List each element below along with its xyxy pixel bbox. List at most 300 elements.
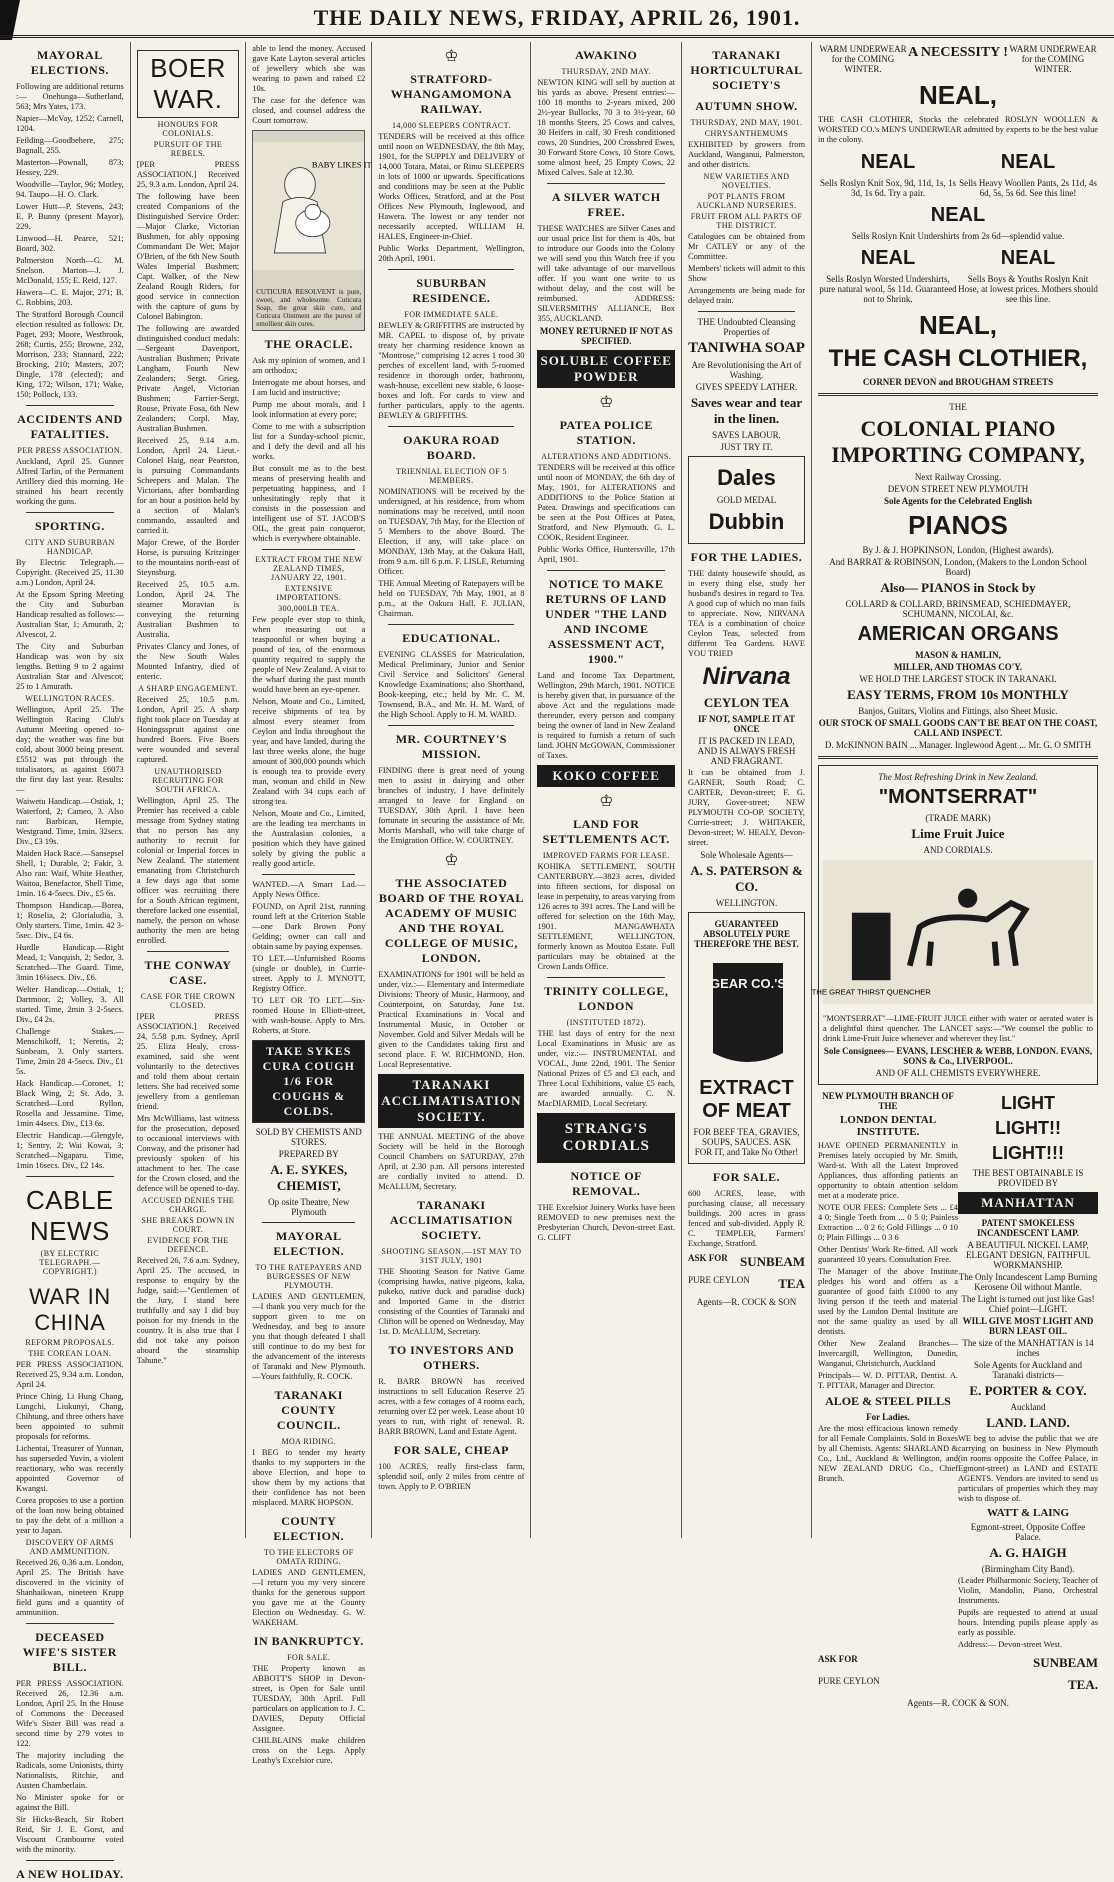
article-text: THE Annual Meeting of Ratepayers will be held on TUESDAY, 7th May, 1901, at 8 p.m., at the Oakura Hall. F. JULIAN, Chairman. bbox=[378, 579, 525, 618]
haigh-text: Pupils are requested to attend at usual hours. Intending pupils please apply as early as possible. bbox=[958, 1608, 1098, 1637]
article-text: Electric Handicap.—Glengyle, 1; Sentry, 2; Wai Kowai, 3; Scratched—Ngaparu. Time, 1min 16secs. Div., £2 14s. bbox=[16, 1131, 124, 1170]
article-text: Come to me with a subscription list for a Sunday-school picnic, and I defy the devil and all his works. bbox=[252, 422, 366, 461]
montserrat-text: Lime Fruit Juice bbox=[911, 826, 1005, 841]
neal-warm-underwear: WARM UNDERWEAR for the COMING WINTER. bbox=[1009, 44, 1097, 74]
subhead: DISCOVERY OF ARMS AND AMMUNITION. bbox=[25, 1538, 115, 1556]
article-text: I BEG to tender my hearty thanks to my supporters in the above Election, and hope to show them by my actions that their confidence has not been misplaced. MARK HOPSON. bbox=[252, 1448, 366, 1507]
headline-for-sale-cheap: FOR SALE, CHEAP bbox=[393, 1443, 509, 1457]
subhead: TO THE RATEPAYERS AND BURGESSES OF NEW PLYMOUTH. bbox=[255, 1263, 362, 1290]
subhead: IMPROVED FARMS FOR LEASE. bbox=[542, 851, 670, 860]
subhead: TO THE ELECTORS OF OMATA RIDING. bbox=[263, 1548, 354, 1566]
article-text: Corea proposes to use a portion of the loan now being obtained to pay the debt of a million a year to Japan. bbox=[16, 1496, 124, 1535]
article-text: able to lend the money. Accused gave Kate Layton several articles of jewellery which she was wearing to pawn and raised £2 10s. bbox=[252, 44, 366, 93]
headline-the-oracle: THE ORACLE. bbox=[264, 337, 353, 351]
light-text: Auckland bbox=[1010, 1402, 1046, 1412]
article-text: The following have been created Companions of the Distinguished Service Order:—Major Clarke, Victorian Bushmen, for ably opposing Commandant De Wet; Major O'Brien, of the 6th New South Wales Imperial Bushmen; Capt. Walker, of the New Zealand Rough Riders, for good service in connection with the capture of guns by Colonel Babington. bbox=[136, 192, 240, 321]
montserrat-title: "MONTSERRAT" bbox=[878, 786, 1038, 808]
divider bbox=[818, 393, 1098, 396]
dales-gold-medal: GOLD MEDAL bbox=[716, 495, 777, 505]
headline-boer-war: BOER WAR. bbox=[137, 50, 240, 118]
sunbeam-advert bbox=[818, 1652, 1098, 1674]
cuticura-advert bbox=[252, 130, 372, 331]
divider bbox=[388, 624, 514, 625]
headline-accidents: ACCIDENTS AND FATALITIES. bbox=[17, 412, 123, 441]
divider bbox=[26, 405, 114, 406]
article-text: No Minister spoke for or against the Bill. bbox=[16, 1793, 124, 1812]
easy-terms: EASY TERMS, FROM 10s MONTHLY bbox=[847, 687, 1069, 702]
article-text: Public Works Department, Wellington, 20th April, 1901. bbox=[378, 244, 525, 263]
sunbeam-tea: TEA. bbox=[1068, 1677, 1098, 1692]
headline-for-the-ladies: FOR THE LADIES. bbox=[690, 550, 803, 564]
baby-caption: BABY LIKES IT bbox=[312, 159, 372, 170]
neal-title: NEAL, bbox=[919, 310, 997, 340]
headline-educational: EDUCATIONAL. bbox=[402, 631, 501, 645]
article-text: [PER PRESS ASSOCIATION.] Received 25, 9.3 a.m. London, April 24. bbox=[136, 160, 240, 189]
piano-text: D. McKINNON BAIN ... Manager. Inglewood Agent ... Mr. G. O SMITH bbox=[824, 740, 1092, 750]
sykes-cough-advert: TAKE SYKES CURA COUGH 1/6 FOR COUGHS & COLDS. bbox=[252, 1040, 365, 1123]
subhead: CITY AND SUBURBAN HANDICAP. bbox=[25, 538, 115, 556]
bottom-ads-row bbox=[818, 1089, 1098, 1652]
headline-autumn-show: AUTUMN SHOW. bbox=[695, 99, 798, 113]
article-text: Masterton—Pownall, 873; Hessey, 229. bbox=[16, 158, 124, 177]
headline-new-holiday: A NEW HOLIDAY. bbox=[16, 1867, 124, 1881]
sunbeam-ask: ASK FOR bbox=[688, 1253, 728, 1263]
article-text: At the Epsom Spring Meeting the City and Suburban Handicap resulted as follows:— Australian Star, 1; Amurath, 2; Alvescot, 2. bbox=[16, 590, 124, 639]
headline-conway-case: THE CONWAY CASE. bbox=[144, 958, 232, 987]
article-text: Land and Income Tax Department, Wellington, 29th March, 1901. NOTICE is hereby given that, in pursuance of the above Act and the regulations made thereunder, every person and company being the owner of land in New Zealand is required to furnish a return of such land. JOHN McGOWAN, Commissioner of Taxes. bbox=[537, 671, 675, 760]
subhead: SHOOTING SEASON.—1ST MAY TO 31ST JULY, 1901 bbox=[381, 1247, 522, 1265]
dales-title: Dales bbox=[717, 465, 776, 490]
article-text: [PER PRESS ASSOCIATION.] Received 24, 5.58 p.m. Sydney, April 25. Eliza Healy, cross-examined, said she went voluntarily to the detectives and told them about certain letters. She had received some jewellery from a gentleman friend. bbox=[136, 1012, 240, 1111]
article-text: The following are awarded distinguished conduct medals:—Sergeant Davenport, Australian Bushmen; Private Langham, Fourth New Zealanders; Sergt. Grieg, Private Angel, Victorian Bushmen; Farrier-Sergt. Rouse, Private Fosa, 6th New Zealanders; Corpl. May, Australian Bushmen. bbox=[136, 324, 240, 433]
article-text: Public Works Office, Huntersville, 17th April, 1901. bbox=[537, 545, 675, 564]
article-text: R. BARR BROWN has received instructions to sell Education Reserve 25 acres, with a few cottages of 4 rooms each, returning over £2 per week. Lease about 10 years to run, with right of renewal. R. BARR BROWN, Land and Estate Agent. bbox=[378, 1377, 525, 1436]
article-text: By Electric Telegraph.—Copyright. (Received 25, 11.30 a.m.) London, April 24. bbox=[16, 558, 124, 587]
advert-text: Op osite Theatre, New Plymouth bbox=[268, 1197, 350, 1217]
divider bbox=[147, 951, 230, 952]
article-text: Prince Ching, Li Hung Chang, Lungchi, Liukunyi, Chang, Chihtung, and three others have been appointed to submit proposals for reforms. bbox=[16, 1392, 124, 1441]
neal-block bbox=[818, 243, 958, 306]
advert-text: PREPARED BY bbox=[278, 1149, 339, 1159]
dental-text: The Manager of the above Institute pledges his word and offers as a guarantee of good faith £1000 to any living person if the teeth and material used by the London Dental Institute are not the same quality as used by all dentists. bbox=[818, 1267, 958, 1336]
article-text: The Stratford Borough Council election resulted as follows: Dr. Paget, 293; Moore, Westbrook, 268; Curtis, 255; Browne, 232, Morrison, 233; Stannard, 222; Brocking, 210; Masters, 207; Dingle, 178 (elected); and King, 172; Wilson, 171; Wake, 150; Pollock, 133. bbox=[16, 310, 124, 399]
banner-advert: TARANAKI ACCLIMATISATION SOCIETY. bbox=[378, 1074, 524, 1128]
headline-county-election: COUNTY ELECTION. bbox=[273, 1514, 345, 1543]
paterson-name: A. S. PATERSON & CO. bbox=[690, 863, 803, 894]
divider bbox=[547, 570, 665, 571]
article-text: Challenge Stakes.—Menschikoff, 1; Neretis, 2; Sunbeam, 3. Only starters. Time, 2min 28 4-5secs. Div., £1 5s. bbox=[16, 1027, 124, 1076]
cash-clothier-title: THE CASH CLOTHIER, bbox=[828, 345, 1088, 372]
meat-extract-jar-icon bbox=[693, 953, 803, 1073]
dubbin-title: Dubbin bbox=[708, 509, 785, 534]
piano-text: Banjos, Guitars, Violins and Fittings, also Sheet Music. bbox=[858, 706, 1058, 716]
article-text: LADIES AND GENTLEMEN,—I return you my very sincere thanks for the generous support you gave me at the County Election on Wednesday. G. W. WAKEHAM. bbox=[252, 1568, 366, 1627]
koko-coffee-banner: KOKO COFFEE bbox=[537, 765, 675, 787]
nirvana-text: IT IS PACKED IN LEAD, AND IS ALWAYS FRESH AND FRAGRANT. bbox=[697, 736, 796, 766]
article-text: TENDERS will be received at this office until noon on WEDNESDAY, the 8th May, 1901, for the SUPPLY and DELIVERY of 14,000 Totara, Matai, or Rimu SLEEPERS in lots of 1000 or upwards. Specifications and conditions may be seen at the Public Works Offices, Stratford, and at the Post Offices New Plymouth, Inglewood, and Hawera. The lowest or any tender not necessarily accepted. WILLIAM H. HALES, Engineer-in-Chief. bbox=[378, 132, 525, 241]
article-text: Pump me about morals, and I look information at every pore; bbox=[252, 400, 366, 419]
soap-advert-text: GIVES SPEEDY LATHER. bbox=[695, 382, 798, 392]
headline-horticultural: TARANAKI HORTICULTURAL SOCIETY'S bbox=[690, 48, 803, 92]
headline-mayoral-elections: MAYORAL ELECTIONS. bbox=[30, 48, 109, 77]
article-text: Privates Clancy and Jones, of the New South Wales Mounted Infantry, died of enteric. bbox=[136, 642, 240, 681]
light-advert bbox=[958, 1089, 1098, 1652]
subhead: SHE BREAKS DOWN IN COURT. bbox=[141, 1216, 235, 1234]
column-6 bbox=[682, 42, 812, 1538]
extract-of-meat-title: EXTRACT OF MEAT bbox=[699, 1077, 794, 1122]
sunbeam-ask: ASK FOR bbox=[818, 1654, 858, 1664]
subhead: THURSDAY, 2ND MAY. bbox=[561, 67, 651, 76]
column-7 bbox=[811, 42, 1104, 1708]
article-text: LADIES AND GENTLEMEN,—I thank you very much for the support given to me on Wednesday, and beg to assure you that though defeated I shall still continue to do my best for the advancement of the interests of Taranaki and New Plymouth.—Yours faithfully, R. COCK. bbox=[252, 1292, 366, 1381]
headline-oakura-road-board: OAKURA ROAD BOARD. bbox=[403, 433, 500, 462]
haigh-text: Address:— Devon-street West. bbox=[958, 1640, 1063, 1649]
organ-text: MASON & HAMLIN, bbox=[915, 650, 1001, 660]
soap-advert-text: JUST TRY IT. bbox=[720, 442, 773, 452]
subhead: PER PRESS ASSOCIATION. bbox=[17, 446, 123, 455]
article-text: Nelson, Moate and Co., Limited, receive shipments of tea by almost every steamer from Ceylon and India throughout the year, and have landed, during the last three weeks alone, the huge amount of 300,000 pounds which is enough tea to provide every man, woman and child in New Zealand with 34 cups each of strong tea. bbox=[252, 697, 366, 806]
montserrat-text: Sole Consignees— EVANS, LESCHER & WEBB, LONDON. EVANS, SONS & Co., LIVERPOOL. bbox=[823, 1046, 1093, 1066]
article-text: FINDING there is great need of young men to assist in dairying and other branches of industry, I have definitely arranged to leave for England on TUESDAY, 30th April. I have been fortunate in securing the assistance of Mr. Morris Marshall, who will take charge of the Emigration Office. W. COURTNEY. bbox=[378, 766, 525, 845]
colonial-piano-title: COLONIAL PIANO IMPORTING COMPANY, bbox=[831, 416, 1085, 467]
advert-text: MONEY RETURNED IF NOT AS SPECIFIED. bbox=[539, 326, 673, 346]
sunbeam-pure: PURE CEYLON bbox=[688, 1275, 750, 1285]
article-text: The City and Suburban Handicap was won by six lengths. Betting 9 to 2 against Australian Star and Alvescot; 25 to 1 Amurath. bbox=[16, 642, 124, 691]
montserrat-text: (TRADE MARK) bbox=[925, 813, 991, 823]
headline-silver-watch: A SILVER WATCH FREE. bbox=[551, 190, 661, 219]
article-text: Received 26, 7.6 a.m. Sydney, April 25. The accused, in response to enquiry by the Judge, said:—"Gentlemen of the Jury, I stand here truthfully and say I did buy poison for my friends in the country. It is also true that I did not take any poison aboard the steamship Tahune." bbox=[136, 1256, 240, 1365]
subhead: EVIDENCE FOR THE DEFENCE. bbox=[147, 1236, 229, 1254]
neal-address: CORNER DEVON and BROUGHAM STREETS bbox=[862, 377, 1054, 387]
article-text: Received 25, 10.5 a.m. London, April 24. The steamer Moravian is conveying the returning Australian Bushmen to Australia. bbox=[136, 580, 240, 639]
montserrat-text: "MONTSERRAT"—LIME-FRUIT JUICE either with water or aerated water is a delightful thirst quencher. The LANCET says:—"We counsel the public to drink Lime-Fruit Juice whenever and wherever they list." bbox=[823, 1014, 1093, 1043]
light-text: The size of the MANHATTAN is 14 inches bbox=[962, 1338, 1094, 1358]
haigh-text: (Birmingham City Band). bbox=[981, 1564, 1075, 1574]
classified-ad: FOUND, on April 21st, running round left at the Criterion Stable—one Dark Brown Pony Gelding; owner can call and obtain same by paying expenses. bbox=[252, 902, 366, 951]
article-text: PER PRESS ASSOCIATION. Received 26, 12.36 a.m. London, April 25. In the House of Commons the Deceased Wife's Sister Bill was read a second time by 279 votes to 122. bbox=[16, 1679, 124, 1748]
article-text: Linwood—H. Pearce, 521; Board, 302. bbox=[16, 234, 124, 253]
subhead: ALTERATIONS AND ADDITIONS. bbox=[541, 452, 672, 461]
neal-block bbox=[958, 243, 1098, 306]
article-text: Lichentai, Treasurer of Yunnan, has superseded Yuvin, a violent reactionary, who was recently appointed Governor of Kwangsi. bbox=[16, 1444, 124, 1493]
dental-text: Other Dentists' Work Re-fitted. All work guaranteed 10 years. Consultation Free. bbox=[818, 1245, 958, 1264]
dental-fees: NOTE OUR FEES: Complete Sets ... £4 4 0; Single Teeth from ... 0 5 0; Painless Extraction ... 0 2 6; Gold Fillings ... 0 10 0; Plain Fillings ... 0 3 6 bbox=[818, 1203, 958, 1242]
headline-courtney-mission: MR. COURTNEY'S MISSION. bbox=[395, 732, 507, 761]
gear-text: FOR BEEF TEA, GRAVIES, SOUPS, SAUCES. ASK FOR IT, and Take No Other! bbox=[693, 1127, 800, 1157]
gear-guarantee: GUARANTEED ABSOLUTELY PURE THEREFORE THE BEST. bbox=[694, 919, 799, 949]
article-text: Arrangements are being made for delayed train. bbox=[688, 286, 805, 305]
neal-text: Sells Boys & Youths Roslyn Knit Hose, at lowest prices. Mothers should see this line. bbox=[958, 274, 1098, 304]
neal-text: Sells Roslyn Worsted Undershirts, pure natural wool, 5s 11d. Guaranteed not to Shrink. bbox=[819, 274, 957, 304]
article-text: EXAMINATIONS for 1901 will be held as under, viz.:— Elementary and Intermediate Divisions: Theory of Music, Harmony, and Counterpoint, on Saturday, June 1st. Practical Examinations in Vocal and Instrumental Music, in October or November. Gold and Silver Medals will be given to the Candidates taking first and second place. F. W. RICHMOND, Hon. Local Representative. bbox=[378, 970, 525, 1069]
article-text: Received 26, 0.36 a.m. London, April 25. The British have discovered in the vicinity of Shanhaikwan, nineteen Krupp field guns and a quantity of ammunition. bbox=[16, 1558, 124, 1617]
subhead: (BY ELECTRIC TELEGRAPH.—COPYRIGHT.) bbox=[39, 1249, 101, 1276]
sunbeam-pure: PURE CEYLON bbox=[818, 1676, 880, 1686]
montserrat-text: The Most Refreshing Drink in New Zealand. bbox=[878, 772, 1038, 782]
piano-text: And BARRAT & ROBINSON, London, (Makers to the London School Board) bbox=[829, 557, 1087, 577]
neal-row bbox=[818, 243, 1098, 306]
piano-text: By J. & J. HOPKINSON, London, (Highest awards). bbox=[862, 545, 1054, 555]
neal-text: THE CASH CLOTHIER, Stocks the celebrated ROSLYN WOOLLEN & WORSTED CO.'s MEN'S UNDERWEAR admitted by experts to be the best value in the colony. bbox=[818, 115, 1098, 144]
light-title: LIGHT!! bbox=[995, 1118, 1061, 1138]
divider bbox=[547, 977, 665, 978]
divider bbox=[26, 1860, 114, 1861]
article-text: THE Excelsior Joinery Works have been REMOVED to new premises next the Presbyterian Church, Devon-street East. G. CLIFT bbox=[537, 1203, 675, 1242]
column-3 bbox=[246, 42, 372, 1765]
dales-dubbin-advert bbox=[688, 456, 805, 544]
piano-text: OUR STOCK OF SMALL GOODS CAN'T BE BEAT ON THE COAST, CALL AND INSPECT. bbox=[818, 718, 1098, 738]
article-text: Following are additional returns :— Onehunga—Sutherland, 563; Mrs Yates, 173. bbox=[16, 82, 124, 111]
article-text: The case for the defence was closed, and counsel address the Court tomorrow. bbox=[252, 96, 366, 125]
article-text: 600 ACRES, lease, with purchasing clause, all necessary buildings. 200 acres in grass fenced and sub-divided. Apply R. C. TEMPLER, Farmers' Exchange, Stratford. bbox=[688, 1189, 805, 1248]
article-text: Major Crewe, of the Border Horse, is pursuing Kritzinger to the mountains north-east of Steynsburg. bbox=[136, 538, 240, 577]
classified-ad: TO LET.—Unfurnished Rooms (single or double), in Currie-street. Apply to J. MYNOTT, Registry Office. bbox=[252, 954, 366, 993]
subhead: THE COREAN LOAN. bbox=[28, 1349, 112, 1358]
piano-text: Also— PIANOS in Stock by bbox=[880, 580, 1036, 595]
soap-advert-text: Saves wear and tear in the linen. bbox=[690, 395, 803, 426]
headline-suburban-residence: SUBURBAN RESIDENCE. bbox=[412, 276, 491, 305]
article-text: Received 25, 9.14 a.m. London, April 24. Lieut.-Colonel Haig, near Pearston, is pursuing Commandants Scheepers and Malan. The Victorians, after bombarding for an hour a position held by a section of Malan's commando, assaulted and carried it. bbox=[136, 436, 240, 535]
article-text: Received 25, 10.5 p.m. London, April 25. A sharp fight took place on Tuesday at Honingsspruit against one hundred Boers. Five Boers were wounded and several captured. bbox=[136, 695, 240, 764]
sunbeam-title: SUNBEAM bbox=[739, 1254, 805, 1269]
porter-name: E. PORTER & COY. bbox=[969, 1383, 1087, 1398]
article-text: Thompson Handicap.—Borea, 1; Roselia, 2; Glorialudia, 3. Only starters. Time, 1min. 42 3-5sec. Div., £4 6s. bbox=[16, 901, 124, 940]
article-text: EVENING CLASSES for Matriculation, Medical Preliminary, Junior and Senior Civil Service and Solicitors' General Knowledge Examinations; also Shorthand, Book-keeping, etc.; held by Mr. C. M. Townsend, B.A., and Mr. H. M. Ward, of the High School. Apply to H. M. WARD. bbox=[378, 650, 525, 719]
article-text: Lower Hutt—P. Stevens, 243; E. P. Bunny (present Mayor), 229. bbox=[16, 202, 124, 231]
american-organs-title: AMERICAN ORGANS bbox=[857, 623, 1059, 645]
mother-and-baby-illustration bbox=[253, 131, 372, 281]
subhead: CASE FOR THE CROWN CLOSED. bbox=[140, 992, 236, 1010]
divider bbox=[26, 1623, 114, 1624]
light-text: The Light is turned out just like Gas! Chief point—LIGHT. bbox=[961, 1294, 1095, 1314]
article-text: But consult me as to the best means of preserving health and perpetuating happiness, and I unhesitatingly reply that it consists in the possession and intelligent use of ST. JACOB'S OIL, the great pain conqueror, which is everywhere obtainable. bbox=[252, 464, 366, 543]
neal-title: NEAL bbox=[860, 151, 916, 173]
article-text: Feilding—Goodbehere, 275; Bagnall, 255. bbox=[16, 136, 124, 155]
article-text: THE ANNUAL MEETING of the above Society will be held in the Borough Council Chambers on SATURDAY, 27th April, at 2.30 p.m. All persons interested are cordially invited to attend. D. McALLUM, Secretary. bbox=[378, 1132, 525, 1191]
light-title: LIGHT!!! bbox=[992, 1143, 1064, 1163]
light-text: THE BEST OBTAINABLE IS PROVIDED BY bbox=[972, 1168, 1084, 1188]
article-text: BEWLEY & GRIFFITHS are instructed by MR. CAPEL to dispose of, by private treaty her charming residence known as "Montrose," comprising 12 acres 1 rood 30 perches of excellent land, with 5-roomed residence in thorough order, bathroom, wash-house, excellent new stable, 6 loose-boxes and loft. For cards to view and further particulars, apply to the agents. BEWLEY & GRIFFITHS. bbox=[378, 321, 525, 420]
article-text: Sir Hicks-Beach, Sir Robert Reid, Sir J. E. Gorst, and Viscount Cranbourne voted with the minority. bbox=[16, 1815, 124, 1854]
subhead: FRUIT FROM ALL PARTS OF THE DISTRICT. bbox=[690, 212, 803, 230]
divider bbox=[388, 725, 514, 726]
headline-acclimatisation: TARANAKI ACCLIMATISATION SOCIETY. bbox=[389, 1198, 513, 1242]
advert-name: A. E. SYKES, CHEMIST, bbox=[270, 1162, 348, 1193]
article-text: Members' tickets will admit to this Show bbox=[688, 264, 805, 283]
manhattan-banner: MANHATTAN bbox=[958, 1192, 1098, 1214]
article-text: THE last days of entry for the next Local Examinations in Music are as under, viz.:— INSTRUMENTAL and VOCAL, June 22nd, 1901. The Senior National Prizes of £5 and £3 each, and Three Local Exhibitions, value £5 each, are awarded annually. C. N. MacDIARMID, Local Secretary. bbox=[537, 1029, 675, 1108]
crown-emblem-icon: ♔ bbox=[599, 394, 614, 411]
gear-title: GEAR CO.'S bbox=[709, 976, 787, 991]
subhead: FOR SALE. bbox=[287, 1653, 331, 1662]
headline-investors: TO INVESTORS AND OTHERS. bbox=[388, 1343, 515, 1372]
article-text: NEWTON KING will sell by auction at his yards as above. Present entries:— 100 18 months to 2-years mixed, 200 2½-year Bullocks, 70 3 to 3½-year, 60 18 months Steers, 25 Cows and calves, 30 Heifers in calf, 30 Fresh conditioned cows, 20 Sundries, 200 Crossbred Ewes, 30 Forward Store Cows, 10 Store Cows, some almost beef, 25 Empty Cows, 22 Mixed Calves. Sale at 12.30. bbox=[537, 78, 675, 177]
light-text: WILL GIVE MOST LIGHT AND BURN LEAST OIL. bbox=[962, 1316, 1094, 1336]
advert-text: WELLINGTON. bbox=[715, 898, 778, 908]
pills-title: ALOE & STEEL PILLS bbox=[825, 1394, 951, 1408]
headline-railway: STRATFORD-WHANGAMOMONA RAILWAY. bbox=[390, 72, 513, 116]
cuticura-text: CUTICURA RESOLVENT is pure, sweet, and wholesome. Cuticura Soap, the great skin cure, and Cuticura Ointment are the purest of emollient skin cures. bbox=[256, 288, 362, 328]
article-text: Hack Handicap.—Coronet, 1; Black Wing, 2; St. Ado, 3. Scratched—Lord Ryllon, Rosella and Jessamine. Time, 1min 44secs. Div., £13 6s. bbox=[16, 1079, 124, 1128]
headline-land-returns: NOTICE TO MAKE RETURNS OF LAND UNDER "THE LAND AND INCOME ASSESSMENT ACT, 1900." bbox=[545, 577, 668, 666]
land-text: Egmont-street, Opposite Coffee Palace. bbox=[970, 1522, 1086, 1542]
subhead: A SHARP ENGAGEMENT. bbox=[138, 684, 238, 693]
subhead: NEW VARIETIES AND NOVELTIES. bbox=[703, 172, 790, 190]
subhead: CHRYSANTHEMUMS bbox=[704, 129, 789, 138]
neal-necessity: A NECESSITY ! bbox=[908, 45, 1008, 60]
advert-text: Sole Wholesale Agents— bbox=[700, 850, 793, 860]
subhead: (INSTITUTED 1872). bbox=[566, 1018, 646, 1027]
article-text: Nelson, Moate and Co., Limited, are the leading tea merchants in the Australasian colonies, a position which they have gained solely by giving the public a really good article. bbox=[252, 809, 366, 868]
pills-text: For Ladies. bbox=[866, 1412, 910, 1422]
land-agent-name: WATT & LAING bbox=[986, 1507, 1070, 1519]
article-text: 100 ACRES, really first-class farm, splendid soil, only 2 miles from centre of town. Apply to P. O'BRIEN bbox=[378, 1462, 525, 1491]
article-text: THE Shooting Season for Native Game (comprising hawks, native pigeons, kaka, pukeko, native duck and paradise duck) and Imported Game in the district consisting of the Counties of Taranaki and Clifton will be opened on Wednesday, May 1st. D. McALLUM, Secretary. bbox=[378, 1267, 525, 1336]
soap-advert-text: THE Undoubted Cleansing Properties of bbox=[697, 317, 796, 337]
headline-war-in-china: WAR IN CHINA bbox=[29, 1284, 111, 1335]
light-text: A BEAUTIFUL NICKEL LAMP, ELEGANT DESIGN, FAITHFUL WORKMANSHIP. bbox=[966, 1240, 1090, 1270]
taniwha-soap-title: TANIWHA SOAP bbox=[688, 340, 805, 356]
sunbeam-advert-row bbox=[688, 1273, 805, 1295]
subhead: FOR IMMEDIATE SALE. bbox=[404, 310, 499, 319]
headline-associated-board: THE ASSOCIATED BOARD OF THE ROYAL ACADEMY OF MUSIC AND THE ROYAL COLLEGE OF MUSIC, LONDON. bbox=[378, 876, 524, 965]
classified-ad: TO LET OR TO LET.—Six-roomed House in Elliott-street, with wash-house. Apply to Mrs. Roberts, at Store. bbox=[252, 996, 366, 1035]
article-text: Maiden Hack Race.—Sansepsel Shell, 1; Durable, 2; Fakir, 3. Also ran: Waif, White Heather, Waitoa, Benefactor, Shell Time, 1min. 16 4-5secs. Div., £5 6s. bbox=[16, 849, 124, 898]
horse-and-rider-illustration bbox=[811, 857, 1093, 1007]
article-text: CHILBLAINS make children cross on the Legs. Apply Leathy's Excelsior cure. bbox=[252, 1736, 366, 1765]
sunbeam-tea: TEA bbox=[778, 1276, 805, 1291]
haigh-text: (Leader Philharmonic Society, Teacher of Violin, Mandolin, Piano, Orchestral Instruments. bbox=[958, 1576, 1098, 1605]
headline-trinity-college: TRINITY COLLEGE, LONDON bbox=[544, 984, 669, 1013]
divider bbox=[388, 269, 514, 270]
sunbeam-advert-row bbox=[818, 1674, 1098, 1696]
sunbeam-agents: Agents—R. COCK & SON bbox=[696, 1297, 797, 1307]
montserrat-text: AND OF ALL CHEMISTS EVERYWHERE. bbox=[875, 1068, 1041, 1078]
neal-text: Sells Roslyn Knit Sox, 9d, 11d, 1s, 1s 3d, 1s 6d. Try a pair. bbox=[820, 178, 956, 198]
piano-text: DEVON STREET NEW PLYMOUTH bbox=[887, 484, 1029, 494]
piano-the: THE bbox=[949, 402, 967, 412]
column-2 bbox=[131, 42, 247, 1538]
haigh-name: A. G. HAIGH bbox=[989, 1545, 1067, 1560]
neal-text: Sells Heavy Woollen Pants, 2s 11d, 4s 6d, 5s, 5s 6d. See this line! bbox=[959, 178, 1097, 198]
piano-text: Next Railway Crossing. bbox=[914, 472, 1002, 482]
piano-text: COLLARD & COLLARD, BRINSMEAD, SCHIEDMAYER, SCHUMANN, NICOLAI, &c. bbox=[845, 599, 1071, 619]
cordials-banner: STRANG'S CORDIALS bbox=[537, 1113, 675, 1163]
headline-for-sale: FOR SALE. bbox=[712, 1170, 781, 1184]
crown-emblem-icon: ♔ bbox=[599, 793, 614, 810]
subhead: 300,000LB TEA. bbox=[278, 604, 340, 613]
divider bbox=[388, 426, 514, 427]
article-text: KOHIKA SETTLEMENT, SOUTH CANTERBURY.—3823 acres, divided into fifteen sections, for disposal on lease in perpetuity, to areas varying from 126 acres to 391 acres. The Land will be offered for selection on the 16th May, 1901. MANGAWHATA SETTLEMENT, WELLINGTON, formerly known as Moutoa Estate. Full particulars may be obtained at the Crown Lands Office. bbox=[537, 862, 675, 971]
subhead: 14,000 SLEEPERS CONTRACT. bbox=[391, 121, 511, 130]
light-text: Sole Agents for Auckland and Taranaki districts— bbox=[974, 1360, 1082, 1380]
column-5 bbox=[531, 42, 682, 1538]
subhead: HONOURS FOR COLONIALS. bbox=[157, 120, 219, 138]
headline-sporting: SPORTING. bbox=[34, 519, 105, 533]
pianos-title: PIANOS bbox=[908, 510, 1008, 540]
advert-text: SOLD BY CHEMISTS AND STORES. bbox=[255, 1127, 362, 1147]
headline-mayoral-election: MAYORAL ELECTION. bbox=[273, 1229, 345, 1258]
headline-patea-police: PATEA POLICE STATION. bbox=[559, 418, 653, 447]
column-1 bbox=[10, 42, 131, 1881]
article-text: Napier—McVay, 1252; Carnell, 1204. bbox=[16, 114, 124, 133]
divider bbox=[262, 549, 355, 550]
headline-bankruptcy: IN BANKRUPTCY. bbox=[253, 1634, 364, 1648]
neal-warm-underwear: WARM UNDERWEAR for the COMING WINTER. bbox=[819, 44, 907, 74]
article-text: THESE WATCHES are Silver Cases and our usual price list for them is 40s, but to introduce our Goods into the Colony we will send you this Watch free if you will take advantage of our marvellous offer. If you want one write to us without delay, and the cost will be reimbursed. ADDRESS: SILVERSMITHS' ALLIANCE, Box 355, AUCKLAND. bbox=[537, 224, 675, 323]
neal-header-row bbox=[818, 42, 1098, 76]
neal-title: NEAL, bbox=[919, 80, 997, 110]
article-text: EXHIBITED by growers from Auckland, Wanganui, Palmerston, and other districts. bbox=[688, 140, 805, 169]
article-text: Ask my opinion of women, and I am orthodox; bbox=[252, 356, 366, 375]
dental-text: HAVE OPENED PERMANENTLY in Premises lately occupied by Mr. Smith, Ward-st. With all the Latest Improved Appliances, thus affording patients an opportunity to obtain attention seldom met at a moderate price. bbox=[818, 1141, 958, 1200]
newspaper-columns bbox=[10, 42, 1104, 1881]
divider bbox=[547, 183, 665, 184]
article-text: Waiwetu Handicap.—Ostiak, 1; Waterford, 2; Cameo, 3. Also ran: Barbican, Hempie, Westgrand. Time, 1min. 32secs. Div., £3 19s. bbox=[16, 797, 124, 846]
neal-text: Sells Roslyn Knit Undershirts from 2s 6d—splendid value. bbox=[851, 231, 1065, 241]
subhead: REFORM PROPOSALS. bbox=[25, 1338, 115, 1347]
article-text: Auckland, April 25. Gunner Alfred Tarlin, of the Permanent Artillery died this morning. He strained his heart recently working the guns. bbox=[16, 457, 124, 506]
dental-text: NEW PLYMOUTH BRANCH OF THE bbox=[822, 1091, 954, 1111]
neal-block bbox=[958, 147, 1098, 200]
organ-text: MILLER, AND THOMAS CO'Y. bbox=[893, 662, 1023, 672]
light-text: The Only Incandescent Lamp Burning Kerosene Oil without Mantle. bbox=[958, 1272, 1098, 1292]
dental-text: Other New Zealand Branches— Invercargill, Wellington, Dunedin, Wanganui, Christchurch, Auckland bbox=[818, 1339, 958, 1368]
divider bbox=[818, 756, 1098, 759]
sunbeam-advert bbox=[688, 1251, 805, 1273]
neal-row bbox=[818, 147, 1098, 200]
article-text: THE dainty housewife should, as in every thing else, study her husband's desires in regard to Tea. A good cup of which no man fails to appreciate. Now, NIRVANA TEA is a combination of choice Ceylon Teas, selected from different Tea Gardens. HAVE YOU TRIED bbox=[688, 569, 805, 658]
nirvana-text: IF NOT, SAMPLE IT AT ONCE bbox=[698, 714, 795, 734]
classified-ad: WANTED.—A Smart Lad.—Apply News Office. bbox=[252, 880, 366, 899]
dental-advert bbox=[818, 1089, 958, 1486]
crown-emblem-icon: ♔ bbox=[444, 48, 459, 65]
gear-extract-advert bbox=[688, 912, 805, 1164]
article-text: Welter Handicap.—Ostiak, 1; Dartmoor, 2; Volley, 3. All started. Time, 2min 3 2-5secs. Div., £4 2s. bbox=[16, 985, 124, 1024]
dental-title: LONDON DENTAL INSTITUTE. bbox=[839, 1114, 937, 1138]
land-text: WE beg to advise the public that we are carrying on business in New Plymouth (in rooms opposite the Coffee Palace, in Egmont-street) as LAND and ESTATE AGENTS. Vendors are invited to send us particulars of properties which they may wish to dispose of. bbox=[958, 1434, 1098, 1503]
article-text: Mrs McWilliams, last witness for the prosecution, deposed to occasional interviews with Conway, and the prisoner had previously spoken of his attachment to her. The case for the Crown closed, and the defence will be opened to-day. bbox=[136, 1114, 240, 1193]
subhead: THURSDAY, 2ND MAY, 1901. bbox=[690, 118, 803, 127]
headline-awakino: AWAKINO bbox=[575, 48, 638, 62]
subhead: EXTRACT FROM THE NEW ZEALAND TIMES, JANUARY 22, 1901. bbox=[255, 555, 363, 582]
dental-text: Principals— W. D. PITTAR, Dentist. A. T. PITTAR, Manager and Director. bbox=[818, 1371, 958, 1390]
article-text: Wellington, April 25. The Wellington Racing Club's Autumn Meeting opened to-day; the weather was fine but cold, about 3000 being present. £5512 was put through the totalisators, as against £6073 the first day last year. Results:— bbox=[16, 705, 124, 794]
divider bbox=[262, 1222, 355, 1223]
neal-title: NEAL bbox=[1000, 151, 1056, 173]
sunbeam-title: SUNBEAM bbox=[1032, 1655, 1098, 1670]
neal-title: NEAL bbox=[930, 204, 986, 226]
light-text: PATENT SMOKELESS INCANDESCENT LAMP. bbox=[976, 1218, 1080, 1238]
divider bbox=[262, 874, 355, 875]
article-text: PER PRESS ASSOCIATION. Received 25, 9.34 a.m. London, April 24. bbox=[16, 1360, 124, 1389]
article-text: Woodville—Taylor, 96; Motley, 94. Taupo—H. O. Clark. bbox=[16, 180, 124, 199]
subhead: WELLINGTON RACES. bbox=[25, 694, 115, 703]
crown-emblem-icon: ♔ bbox=[444, 852, 459, 869]
headline-deceased-wife: DECEASED WIFE'S SISTER BILL. bbox=[22, 1630, 117, 1674]
headline-notice-of-removal: NOTICE OF REMOVAL. bbox=[570, 1169, 642, 1198]
article-text: Hurdle Handicap.—Right Mead, 1; Vanquish, 2; Sedor, 3. Scratched—The Guard. Time, 3min 16¼secs. Div., £6. bbox=[16, 943, 124, 982]
light-title: LIGHT bbox=[1001, 1093, 1055, 1113]
divider bbox=[698, 311, 795, 312]
article-text: NOMINATIONS will be received by the undersigned, at his residence, from whom nominations may be received, until noon on TUESDAY, 7th May, for the Election of 5 Members to the above Board. The Election, if any, will take place on MONDAY, 13th May, at the Oakura Hall, from 9 a.m. till 6 p.m. F. LISLE, Returning Officer. bbox=[378, 487, 525, 576]
piano-text: Sole Agents for the Celebrated English bbox=[883, 496, 1033, 506]
land-title: LAND. LAND. bbox=[986, 1415, 1070, 1430]
subhead: EXTENSIVE IMPORTATIONS. bbox=[276, 584, 342, 602]
montserrat-advert bbox=[811, 765, 1098, 1085]
pills-text: Are the most efficacious known remedy for all Female Complaints. Sold in Boxes by all Chemists. Agents: SHARLAND & Co., Ltd., Auckland & Wellington, and NEW ZEALAND DRUG Co., Chief Branch. bbox=[818, 1424, 958, 1483]
divider bbox=[26, 512, 114, 513]
